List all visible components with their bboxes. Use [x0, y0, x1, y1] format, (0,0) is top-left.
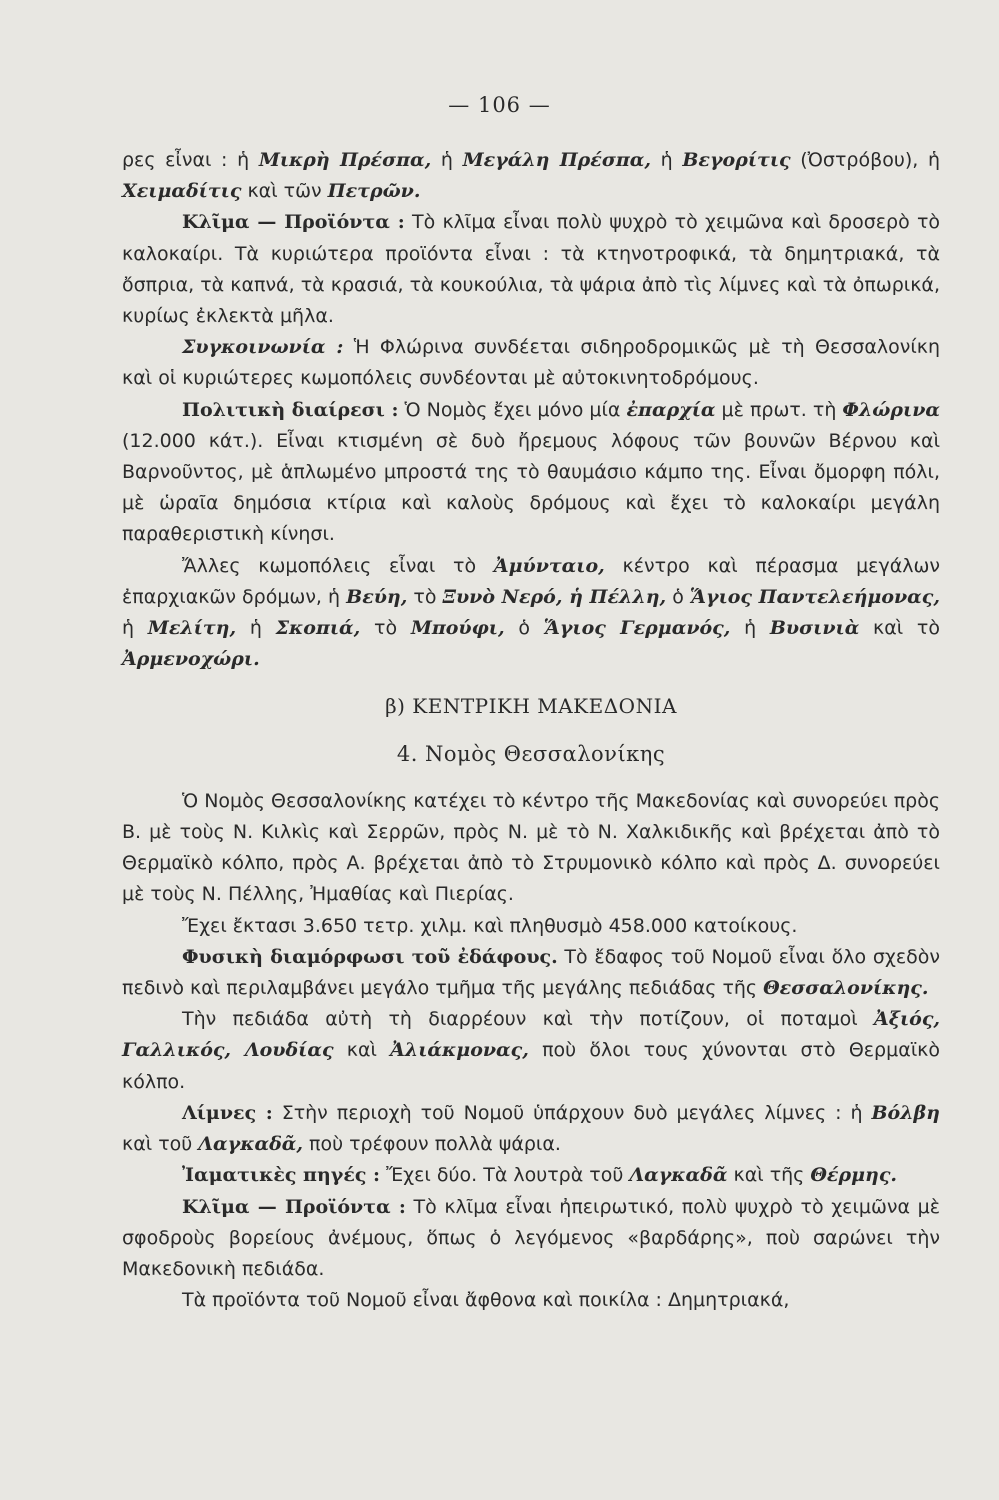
page-number: — 106 —: [448, 93, 551, 117]
paragraph-transport-florina: Συγκοινωνία : Ἡ Φλώρινα συνδέεται σιδηροδρομικῶς μὲ τὴ Θεσσαλονίκη καὶ οἱ κυριώτερες κωμοπόλεις συνδέονται μὲ αὐτοκινητοδρόμους.: [122, 336, 940, 390]
section-head: Κλῖμα — Προϊόντα :: [182, 211, 405, 234]
town-name: Ξυνὸ Νερό, ἡ Πέλλη,: [442, 585, 667, 608]
town-name: Μελίτη,: [147, 617, 237, 640]
paragraph-products-thessaloniki: Τὰ προϊόντα τοῦ Νομοῦ εἶναι ἄφθονα καὶ ποικίλα : Δημητριακά,: [182, 1289, 790, 1312]
town-name: Βυσινιὰ: [769, 617, 860, 640]
section-heading: β) ΚΕΝΤΡΙΚΗ ΜΑΚΕΔΟΝΙΑ: [385, 694, 677, 719]
city-name: Φλώρινα: [842, 398, 941, 421]
paragraph-terrain-thessaloniki: Φυσικὴ διαμόρφωσι τοῦ ἐδάφους. Τὸ ἔδαφος τοῦ Νομοῦ εἶναι ὅλο σχεδὸν πεδινὸ καὶ περιλαμβάνει μεγάλο τμῆμα τῆς μεγάλης πεδιάδας τῆς Θεσσαλονίκης.: [122, 945, 940, 1000]
paragraph-division-florina: Πολιτικὴ διαίρεσι : Ὁ Νομὸς ἔχει μόνο μία ἐπαρχία μὲ πρωτ. τὴ Φλώρινα (12.000 κάτ.). Εἶναι κτισμένη σὲ δυὸ ἤρεμους λόφους τῶν βουνῶν Βέρνου καὶ Βαρνοῦντος, μὲ ἁπλωμένο μπροστά της τὸ θαυμάσιο κάμπο της. Εἶναι ὄμορφη πόλι, μὲ ὡραῖα δημόσια κτίρια καὶ καλοὺς δρόμους καὶ ἔχει τὸ καλοκαίρι μεγάλη παραθεριστικὴ κίνησι.: [122, 398, 941, 546]
paragraph-lakes-thessaloniki: Λίμνες : Στὴν περιοχὴ τοῦ Νομοῦ ὑπάρχουν δυὸ μεγάλες λίμνες : ἡ Βόλβη καὶ τοῦ Λαγκαδᾶ, ποὺ τρέφουν πολλὰ ψάρια.: [122, 1101, 940, 1156]
lake-name: Λαγκαδᾶ,: [198, 1133, 303, 1156]
lake-name: Βεγορίτις: [682, 149, 791, 171]
town-name: Μπούφι,: [410, 617, 505, 640]
paragraph-springs-thessaloniki: Ἰαματικὲς πηγές : Ἔχει δύο. Τὰ λουτρὰ τοῦ Λαγκαδᾶ καὶ τῆς Θέρμης.: [182, 1164, 898, 1187]
section-head: Ἰαματικὲς πηγές :: [182, 1164, 381, 1187]
section-head: Κλῖμα — Προϊόντα :: [182, 1195, 406, 1218]
paragraph-climate-florina: Κλῖμα — Προϊόντα : Τὸ κλῖμα εἶναι πολὺ ψυχρὸ τὸ χειμῶνα καὶ δροσερὸ τὸ καλοκαίρι. Τὰ κυριώτερα προϊόντα εἶναι : τὰ κτηνοτροφικά, τὰ δημητριακά, τὰ ὄσπρια, τὰ καπνά, τὰ κρασιά, τὰ κουκούλια, τὰ ψάρια ἀπὸ τὶς λίμνες καὶ τὰ ὀπωρικά, κυρίως ἐκλεκτὰ μῆλα.: [122, 211, 941, 328]
section-head: Φυσικὴ διαμόρφωσι τοῦ ἐδάφους.: [182, 945, 558, 968]
town-name: Ἅγιος Παντελεήμονας,: [689, 585, 940, 608]
paragraph-towns-florina: Ἄλλες κωμοπόλεις εἶναι τὸ Ἀμύνταιο, κέντρο καὶ πέρασμα μεγάλων ἐπαρχιακῶν δρόμων, ἡ Βεύη, τὸ Ξυνὸ Νερό, ἡ Πέλλη, ὁ Ἅγιος Παντελεήμονας, ἡ Μελίτη, ἡ Σκοπιά, τὸ Μπούφι, ὁ Ἅγιος Γερμανός, ἡ Βυσινιὰ καὶ τὸ Ἀρμενοχώρι.: [122, 554, 940, 671]
paragraph-lakes-florina: ρες εἶναι : ἡ Μικρὴ Πρέσπα, ἡ Μεγάλη Πρέσπα, ἡ Βεγορίτις (Ὀστρόβου), ἡ Χειμαδίτις καὶ τῶν Πετρῶν.: [122, 149, 940, 203]
paragraph-rivers-thessaloniki: Τὴν πεδιάδα αὐτὴ τὴ διαρρέουν καὶ τὴν ποτίζουν, οἱ ποταμοὶ Ἀξιός, Γαλλικός, Λουδίας καὶ Ἀλιάκμονας, ποὺ ὅλοι τους χύνονται στὸ Θερμαϊκὸ κόλπο.: [122, 1008, 940, 1093]
section-head: Πολιτικὴ διαίρεσι :: [182, 398, 399, 421]
lake-name: Μεγάλη Πρέσπα,: [462, 149, 652, 171]
lake-name: Πετρῶν.: [327, 180, 421, 203]
paragraph-borders-thessaloniki: Ὁ Νομὸς Θεσσαλονίκης κατέχει τὸ κέντρο τῆς Μακεδονίας καὶ συνορεύει πρὸς Β. μὲ τοὺς Ν. Κιλκὶς καὶ Σερρῶν, πρὸς Ν. μὲ τὸ Ν. Χαλκιδικῆς καὶ βρέχεται ἀπὸ τὸ Θερμαϊκὸ κόλπο, πρὸς Α. βρέχεται ἀπὸ τὸ Στρυμονικὸ κόλπο καὶ πρὸς Δ. συνορεύει μὲ τοὺς Ν. Πέλλης, Ἠμαθίας καὶ Πιερίας.: [122, 789, 940, 906]
town-name: Σκοπιά,: [275, 617, 361, 640]
subsection-heading: 4. Νομὸς Θεσσαλονίκης: [396, 741, 666, 766]
paragraph-area-thessaloniki: Ἔχει ἔκτασι 3.650 τετρ. χιλμ. καὶ πληθυσμὸ 458.000 κατοίκους.: [182, 914, 798, 937]
river-name: Ἀξιός, Γαλλικός, Λουδίας: [122, 1008, 940, 1062]
paragraph-climate-thessaloniki: Κλῖμα — Προϊόντα : Τὸ κλῖμα εἶναι ἠπειρωτικό, πολὺ ψυχρὸ τὸ χειμῶνα μὲ σφοδροὺς βορείους ἀνέμους, ὅπως ὁ λεγόμενος «βαρδάρης», ποὺ σαρώνει τὴν Μακεδονικὴ πεδιάδα.: [122, 1195, 940, 1280]
section-head: Συγκοινωνία :: [182, 336, 344, 359]
town-name: Ἀμύνταιο,: [493, 554, 605, 577]
town-name: Βεύη,: [346, 585, 408, 608]
lake-name: Χειμαδίτις: [122, 180, 242, 203]
lake-name: Μικρὴ Πρέσπα,: [258, 149, 432, 171]
river-name: Ἀλιάκμονας,: [390, 1039, 529, 1062]
section-head: Λίμνες :: [182, 1101, 273, 1124]
lake-name: Βόλβη: [871, 1101, 940, 1124]
town-name: Ἀρμενοχώρι.: [122, 648, 260, 671]
town-name: Ἅγιος Γερμανός,: [543, 617, 731, 640]
body-text: [122, 145, 940, 1316]
